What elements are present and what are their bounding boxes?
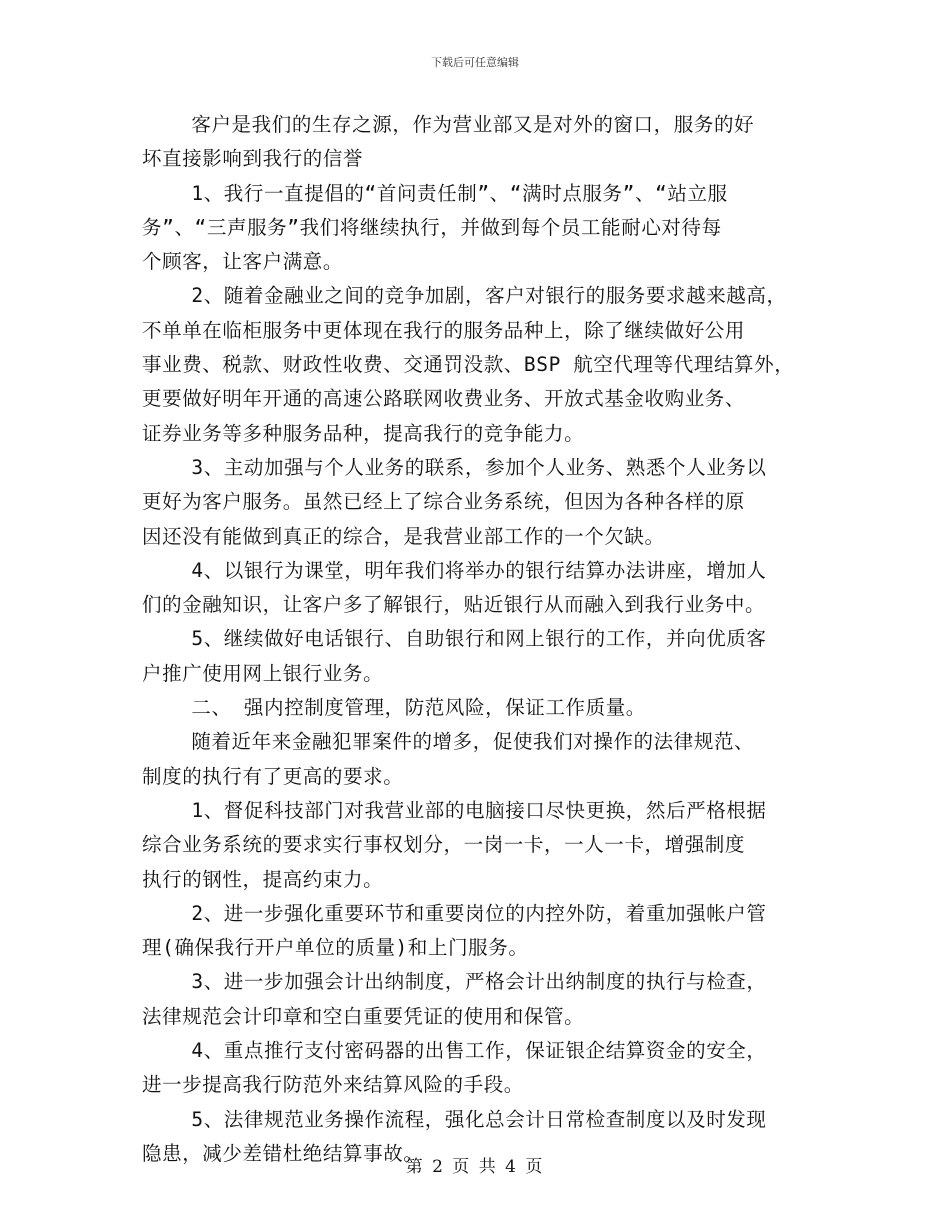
text-line: 客户是我们的生存之源，作为营业部又是对外的窗口，服务的好: [142, 113, 755, 136]
text-line: 务”、“三声服务”我们将继续执行，并做到每个员工能耐心对待每: [142, 215, 722, 239]
text-line: 3、进一步加强会计出纳制度，严格会计出纳制度的执行与检查，: [142, 970, 767, 994]
paragraph: [142, 725, 814, 794]
paragraph: [142, 965, 814, 1034]
text-line: 隐患，减少差错杜绝结算事故。: [142, 1141, 424, 1165]
text-line: 户推广使用网上银行业务。: [142, 661, 384, 685]
text-line: 3、主动加强与个人业务的联系，参加个人业务、熟悉个人业务以: [142, 455, 767, 479]
text-line: 证券业务等多种服务品种，提高我行的竞争能力。: [142, 421, 585, 445]
text-line: 坏直接影响到我行的信誉: [142, 147, 364, 171]
page-footer: 第 2 页 共 4 页: [405, 1157, 545, 1177]
text-line: 1、督促科技部门对我营业部的电脑接口尽快更换，然后严格根据: [142, 798, 767, 822]
document-body: [142, 108, 814, 1171]
text-line: 二、 强内控制度管理，防范风险，保证工作质量。: [142, 696, 646, 720]
text-line: 2、随着金融业之间的竞争加剧，客户对银行的服务要求越来越高，: [142, 284, 787, 308]
text-line: 1、我行一直提倡的“首问责任制”、“满时点服务”、“站立服: [142, 181, 728, 205]
text-line: 理(确保我行开户单位的质量)和上门服务。: [142, 936, 529, 960]
text-line: 更好为客户服务。虽然已经上了综合业务系统，但因为各种各样的原: [142, 490, 746, 514]
paragraph: [142, 451, 814, 554]
paragraph: [142, 1034, 814, 1103]
text-line: 5、法律规范业务操作流程，强化总会计日常检查制度以及时发现: [142, 1107, 767, 1131]
paragraph: [142, 554, 814, 623]
text-line: 不单单在临柜服务中更体现在我行的服务品种上，除了继续做好公用: [142, 318, 746, 342]
text-line: 因还没有能做到真正的综合，是我营业部工作的一个欠缺。: [142, 524, 665, 548]
paragraph: [142, 897, 814, 966]
page-header: 下载后可任意编辑: [431, 56, 519, 69]
paragraph: [142, 622, 814, 691]
paragraph: [142, 794, 814, 897]
text-line: 更要做好明年开通的高速公路联网收费业务、开放式基金收购业务、: [142, 387, 746, 411]
text-line: 制度的执行有了更高的要求。: [142, 764, 404, 788]
text-line: 们的金融知识，让客户多了解银行，贴近银行从而融入到我行业务中。: [142, 593, 766, 617]
text-line: 4、重点推行支付密码器的出售工作，保证银企结算资金的安全，: [142, 1039, 767, 1063]
text-line: 进一步提高我行防范外来结算风险的手段。: [142, 1073, 524, 1097]
text-line: 执行的钢性，提高约束力。: [142, 867, 384, 891]
text-line: 5、继续做好电话银行、自助银行和网上银行的工作，并向优质客: [142, 627, 767, 651]
text-line: 2、进一步强化重要环节和重要岗位的内控外防，着重加强帐户管: [142, 901, 767, 925]
paragraph: [142, 108, 814, 177]
paragraph: [142, 279, 814, 450]
text-line: 4、以银行为课堂，明年我们将举办的银行结算办法讲座，增加人: [142, 558, 767, 582]
text-line: 个顾客，让客户满意。: [142, 250, 344, 274]
text-line: 随着近年来金融犯罪案件的增多，促使我们对操作的法律规范、: [142, 730, 755, 754]
text-line: 法律规范会计印章和空白重要凭证的使用和保管。: [142, 1004, 585, 1028]
paragraph: [142, 691, 814, 725]
text-line: 事业费、税款、财政性收费、交通罚没款、BSP 航空代理等代理结算外，: [142, 353, 795, 377]
paragraph: [142, 177, 814, 280]
text-line: 综合业务系统的要求实行事权划分，一岗一卡，一人一卡，增强制度: [142, 833, 746, 857]
